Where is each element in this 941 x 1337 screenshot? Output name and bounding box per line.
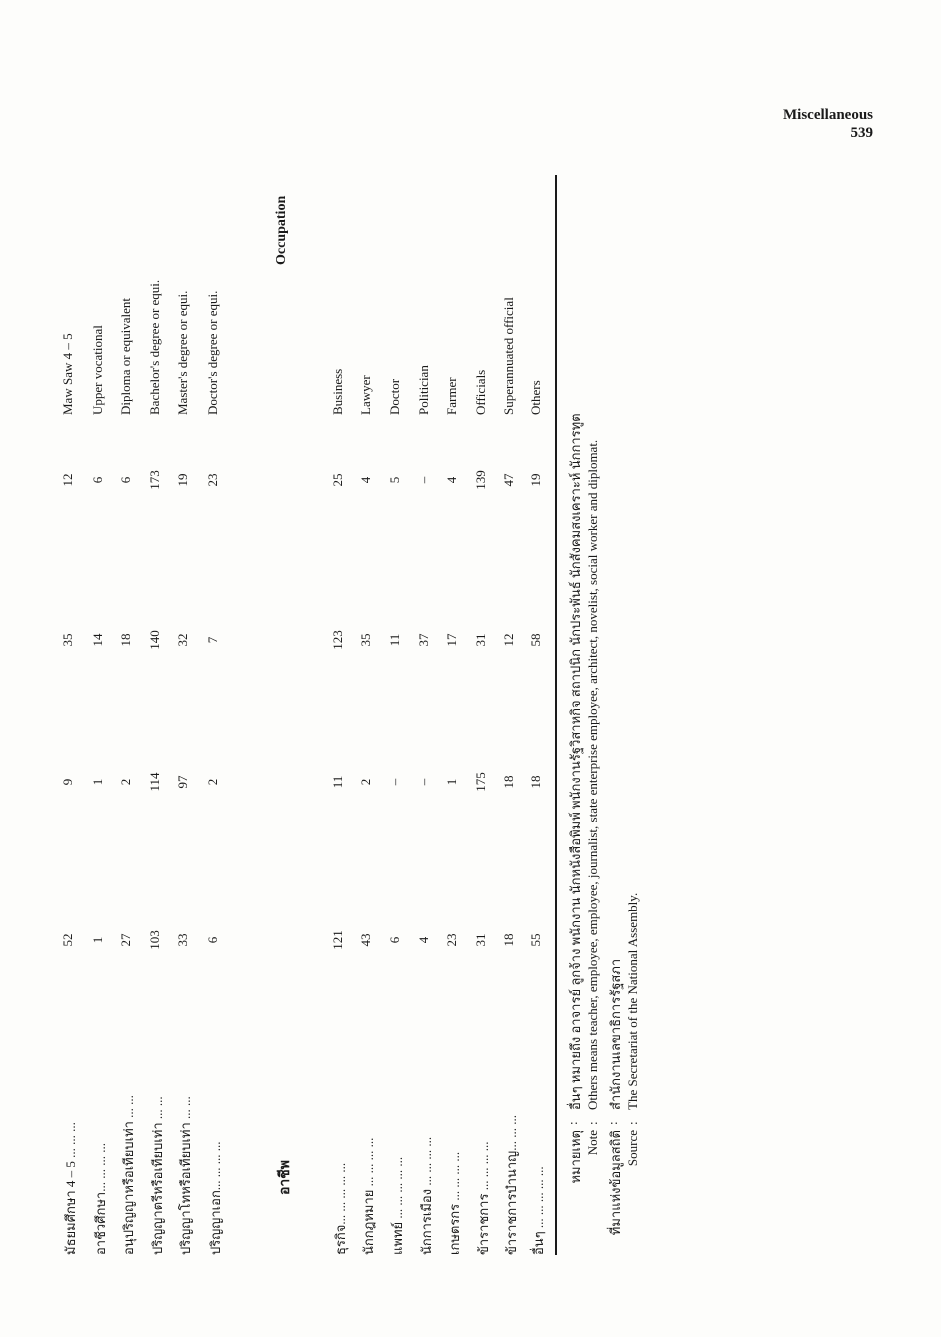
cell-value: 1: [90, 778, 105, 786]
row-label-english: Others: [528, 380, 543, 415]
row-label-thai: นักกฎหมาย ... ... ... ...: [361, 1137, 376, 1255]
note-text: Others means teacher, employee, employee, journalist, state enterprise employee, architect, novelist, social worker and diplomat.: [585, 439, 600, 1110]
cell-value: 140: [147, 630, 162, 650]
row-label-thai: ข้าราชการบำนาญ... ... ...: [504, 1114, 519, 1255]
row-label-english: Maw Saw 4 – 5: [60, 333, 75, 415]
cell-value: 35: [358, 633, 373, 647]
note-line: [585, 175, 605, 1255]
cell-value: 11: [387, 633, 402, 647]
note-colon: :: [565, 1121, 580, 1125]
cell-value: 123: [330, 630, 345, 650]
page-number: 539: [850, 125, 873, 141]
section-title: Miscellaneous: [783, 107, 873, 123]
note-line: [565, 175, 585, 1255]
cell-value: 5: [387, 476, 402, 484]
cell-value: 12: [501, 633, 516, 647]
cell-value: 97: [175, 775, 190, 789]
cell-value: –: [416, 476, 431, 484]
row-label-thai: ปริญญาตรีหรือเทียบเท่า ... ...: [150, 1096, 165, 1255]
cell-value: 6: [387, 936, 402, 944]
cell-value: 31: [473, 633, 488, 647]
row-label-thai: ข้าราชการ ... ... ... ...: [476, 1141, 491, 1255]
cell-value: 23: [205, 473, 220, 487]
cell-value: 32: [175, 633, 190, 647]
row-label-english: Diploma or equivalent: [118, 298, 133, 415]
cell-value: 33: [175, 933, 190, 947]
row-label-thai: อื่นๆ ... ... ... ... ...: [531, 1166, 546, 1255]
cell-value: 23: [444, 933, 459, 947]
cell-value: 47: [501, 473, 516, 487]
cell-value: 2: [358, 778, 373, 786]
cell-value: 18: [528, 775, 543, 789]
note-line: [625, 175, 645, 1255]
row-label-thai: อาชีวศึกษา... ... ... ...: [93, 1143, 108, 1255]
cell-value: 18: [501, 775, 516, 789]
notes-block: [565, 175, 645, 1255]
row-label-thai: ปริญญาโทหรือเทียบเท่า ... ...: [178, 1096, 193, 1255]
occupation-header: Occupation: [274, 195, 289, 265]
note-text: อื่นๆ หมายถึง อาจารย์ ลูกจ้าง พนักงาน นักหนังสือพิมพ์ พนักงานรัฐวิสาหกิจ สถาปนิก นักประพันธ์ นักสังคมสงเคราะห์ นักการทูต: [568, 413, 583, 1110]
cell-value: 12: [60, 473, 75, 487]
cell-value: 52: [60, 933, 75, 947]
cell-value: 175: [473, 772, 488, 792]
cell-value: 43: [358, 933, 373, 947]
note-colon: :: [585, 1121, 600, 1125]
note-line: [605, 175, 625, 1255]
cell-value: 27: [118, 933, 133, 947]
cell-value: 4: [358, 476, 373, 484]
row-label-thai: แพทย์ ... ... ... ... ...: [390, 1156, 405, 1255]
cell-value: 14: [90, 633, 105, 647]
row-label-english: Officials: [473, 369, 488, 415]
cell-value: –: [387, 778, 402, 786]
row-label-english: Lawyer: [358, 375, 373, 415]
cell-value: 25: [330, 473, 345, 487]
cell-value: 114: [147, 772, 162, 792]
cell-value: 2: [205, 778, 220, 786]
row-label-english: Business: [330, 368, 345, 415]
row-label-english: Superannuated official: [501, 297, 516, 415]
note-text: The Secretariat of the National Assembly.: [625, 892, 640, 1110]
cell-value: –: [416, 778, 431, 786]
note-colon: :: [625, 1121, 640, 1125]
row-label-english: Master's degree or equi.: [175, 290, 190, 415]
cell-value: 37: [416, 633, 431, 647]
cell-value: 6: [205, 936, 220, 944]
note-key: หมายเหตุ: [568, 1130, 583, 1184]
cell-value: 6: [90, 476, 105, 484]
cell-value: 4: [444, 476, 459, 484]
cell-value: 19: [528, 473, 543, 487]
row-label-thai: ปริญญาเอก... ... ... ...: [208, 1141, 223, 1255]
table-rule: [555, 175, 557, 1255]
cell-value: 2: [118, 778, 133, 786]
cell-value: 11: [330, 775, 345, 789]
note-colon: :: [605, 1121, 620, 1125]
cell-value: 58: [528, 633, 543, 647]
row-label-thai: เกษตรกร ... ... ... ...: [447, 1151, 462, 1255]
cell-value: 18: [501, 933, 516, 947]
row-label-thai: นักการเมือง ... ... ... ...: [419, 1136, 434, 1255]
row-label-english: Doctor's degree or equi.: [205, 290, 220, 415]
cell-value: 103: [147, 930, 162, 950]
cell-value: 4: [416, 936, 431, 944]
cell-value: 173: [147, 470, 162, 490]
rotated-table: [60, 105, 760, 1255]
cell-value: 6: [118, 476, 133, 484]
cell-value: 35: [60, 633, 75, 647]
cell-value: 121: [330, 930, 345, 950]
cell-value: 17: [444, 633, 459, 647]
note-text: สำนักงานเลขาธิการรัฐสภา: [608, 958, 623, 1110]
occupation-header-thai: อาชีพ: [278, 1160, 293, 1195]
cell-value: 1: [444, 778, 459, 786]
row-label-english: Farmer: [444, 377, 459, 415]
cell-value: 19: [175, 473, 190, 487]
row-label-thai: มัธยมศึกษา 4 – 5 ... ... ...: [63, 1122, 78, 1255]
cell-value: 139: [473, 470, 488, 490]
note-key: Note: [585, 1130, 600, 1156]
cell-value: 9: [60, 778, 75, 786]
cell-value: 18: [118, 633, 133, 647]
row-label-english: Politician: [416, 365, 431, 415]
cell-value: 55: [528, 933, 543, 947]
note-key: Source: [625, 1130, 640, 1167]
note-key: ที่มาแห่งข้อมูลสถิติ: [608, 1130, 623, 1236]
row-label-english: Doctor: [387, 378, 402, 415]
page-header: [783, 106, 873, 142]
cell-value: 7: [205, 636, 220, 644]
row-label-thai: ธุรกิจ... ... ... ... ...: [333, 1162, 348, 1255]
cell-value: 31: [473, 933, 488, 947]
row-label-thai: อนุปริญญาหรือเทียบเท่า ... ...: [121, 1095, 136, 1255]
row-label-english: Upper vocational: [90, 325, 105, 415]
cell-value: 1: [90, 936, 105, 944]
row-label-english: Bachelor's degree or equi.: [147, 279, 162, 415]
